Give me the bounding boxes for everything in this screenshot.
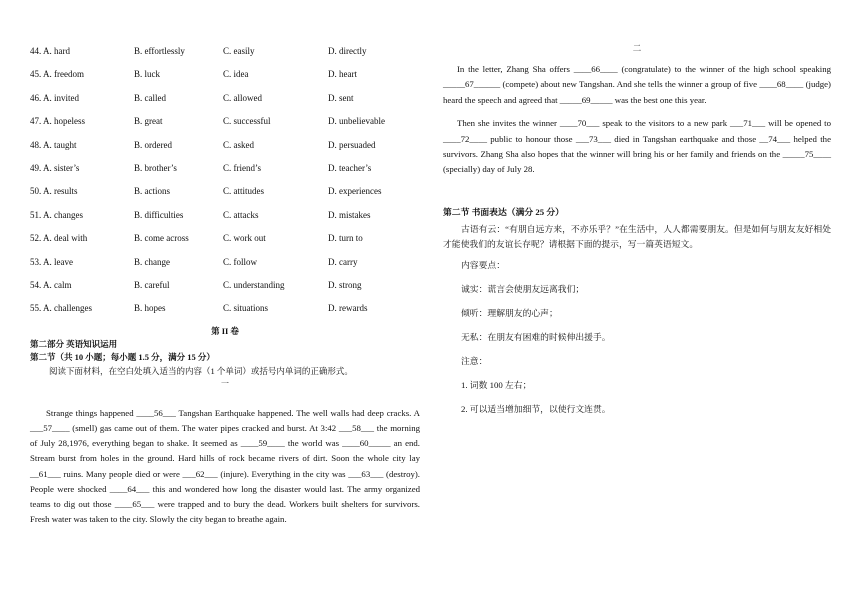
option-c: C. allowed	[223, 92, 262, 103]
option-c: C. work out	[223, 233, 266, 244]
part-two-title: 第二部分 英语知识运用	[30, 338, 118, 349]
option-d: D. heart	[328, 69, 357, 80]
passage-two-paragraph-2: Then she invites the winner ____70___ speak to the visitors to a new park ___71___ will be opened to ____72____ public to honour those ___73___ died in Tangshan earthquake and those __74___ helped the survivors. Zhang Sha also hopes that the winner will bring his or her family and friends on the _____75____ (specially) day of July 28.	[443, 118, 831, 175]
note-details: 2. 可以适当增加细节，以使行文连贯。	[461, 404, 611, 415]
option-d: D. unbelievable	[328, 116, 385, 127]
option-a: 55. A. challenges	[30, 303, 92, 314]
option-c: C. understanding	[223, 279, 285, 290]
point-selfless: 无私：在朋友有困难的时候伸出援手。	[461, 332, 611, 343]
option-b: B. effortlessly	[134, 46, 185, 56]
option-d: D. sent	[328, 92, 354, 103]
option-a: 48. A. taught	[30, 139, 77, 150]
right-column	[443, 40, 831, 421]
option-a: 46. A. invited	[30, 92, 79, 103]
option-a: 47. A. hopeless	[30, 116, 85, 127]
option-c: C. friend’s	[223, 162, 261, 173]
option-c: C. successful	[223, 116, 271, 127]
notes-label: 注意：	[461, 356, 488, 367]
option-row	[30, 157, 420, 180]
option-b: B. brother’s	[134, 162, 177, 173]
option-b: B. careful	[134, 279, 170, 290]
option-row	[30, 63, 420, 86]
option-d: D. experiences	[328, 186, 382, 197]
option-d: D. teacher’s	[328, 162, 372, 173]
option-row	[30, 274, 420, 297]
option-c: C. asked	[223, 139, 254, 150]
option-b: B. ordered	[134, 139, 172, 150]
option-d: D. rewards	[328, 303, 368, 314]
section-two-title: 第二节（共 10 小题；每小题 1.5 分，满分 15 分）	[30, 351, 215, 362]
note-word-count: 1. 词数 100 左右；	[461, 380, 532, 391]
passage-one: Strange things happened ____56___ Tangshan Earthquake happened. The well walls had deep cracks. A ___57____ (smell) gas came out of them. The water pipes cracked and burst. At 3:42 ___58___ the morning of July 28,1976, everything began to shake. It seemed as ____59____ the world was ____60_____ an end. Stream burst from holes in the ground. Hard hills of rock became rivers of dirt. Soon the whole city lay __61___ ruins. Many people died or were ___62___ (injure). Everything in the city was ___63___ (destroy). People were shocked ____64___ this and wondered how long the disaster would last. The army organized teams to dig out those ____65___ were trapped and to bury the dead. Workers built shelters for survivors. Fresh water was taken to the city. Slowly the city began to breathe again.	[30, 407, 420, 525]
option-c: C. attacks	[223, 209, 259, 220]
option-a: 53. A. leave	[30, 256, 73, 267]
left-column	[30, 40, 420, 527]
option-c: C. follow	[223, 256, 258, 267]
option-b: B. come across	[134, 233, 189, 244]
option-a: 45. A. freedom	[30, 69, 84, 80]
volume-title: 第 II 卷	[211, 325, 239, 336]
option-a: 44. A. hard	[30, 46, 70, 56]
option-c: C. attitudes	[223, 186, 264, 197]
options-list	[30, 40, 420, 321]
part-one-marker: 一	[221, 378, 229, 388]
option-d: D. mistakes	[328, 209, 371, 220]
option-a: 50. A. results	[30, 186, 78, 197]
point-listening: 倾听：理解朋友的心声；	[461, 308, 558, 319]
option-row	[30, 40, 420, 63]
passage-two-paragraph-1: In the letter, Zhang Sha offers ____66____ (congratulate) to the winner of the high school speaking _____67______ (compete) about new Tangshan. And she tells the winner a group of five ____68____ (judge) heard the speech and agreed that _____69_____ was the best one this year.	[443, 64, 831, 105]
option-b: B. change	[134, 256, 170, 267]
option-d: D. turn to	[328, 233, 363, 244]
writing-intro: 古语有云：“有朋自远方来，不亦乐乎？”在生活中，人人都需要朋友。但是如何与朋友友好相处才能使我们的友谊长存呢？请根据下面的提示，写一篇英语短文。	[443, 223, 831, 250]
option-d: D. carry	[328, 256, 358, 267]
option-b: B. hopes	[134, 303, 166, 314]
option-b: B. called	[134, 92, 166, 103]
option-row	[30, 87, 420, 110]
option-c: C. idea	[223, 69, 249, 80]
option-d: D. directly	[328, 46, 367, 56]
instruction-text: 阅读下面材料，在空白处填入适当的内容（1 个单词）或括号内单词的正确形式。	[49, 365, 353, 376]
option-row	[30, 110, 420, 133]
option-b: B. actions	[134, 186, 170, 197]
option-a: 52. A. deal with	[30, 233, 88, 244]
option-row	[30, 227, 420, 250]
option-row	[30, 180, 420, 203]
option-b: B. luck	[134, 69, 160, 80]
option-row	[30, 251, 420, 274]
part-two-marker: 二	[632, 43, 642, 53]
option-c: C. easily	[223, 46, 255, 56]
option-d: D. strong	[328, 279, 362, 290]
option-d: D. persuaded	[328, 139, 376, 150]
option-b: B. difficulties	[134, 209, 184, 220]
points-label: 内容要点：	[461, 260, 505, 271]
option-a: 49. A. sister’s	[30, 162, 80, 173]
writing-section-title: 第二节 书面表达（满分 25 分）	[443, 206, 564, 217]
option-row	[30, 134, 420, 157]
option-c: C. situations	[223, 303, 269, 314]
option-row	[30, 204, 420, 227]
option-a: 51. A. changes	[30, 209, 83, 220]
option-b: B. great	[134, 116, 163, 127]
option-a: 54. A. calm	[30, 279, 72, 290]
option-row	[30, 297, 420, 320]
point-honesty: 诚实：谎言会使朋友远离我们；	[461, 284, 585, 295]
